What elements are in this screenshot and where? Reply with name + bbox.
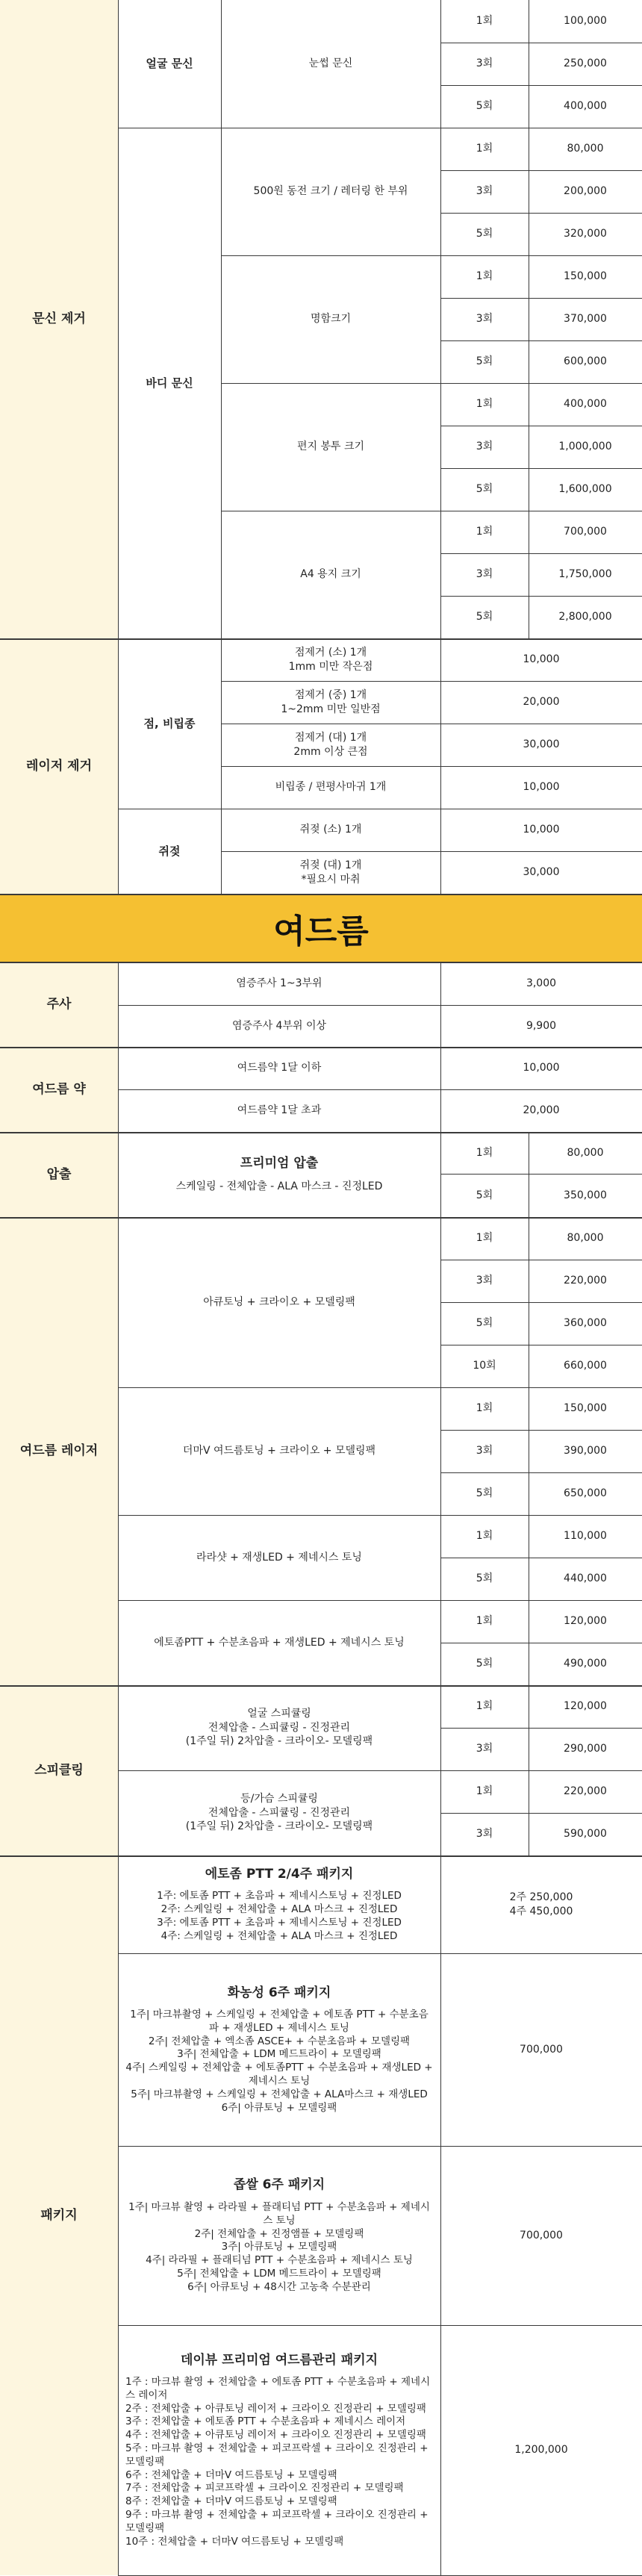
session-count: 3회 xyxy=(476,1445,493,1457)
divider xyxy=(118,962,119,2575)
package-step: 5주| 마크뷰촬영 + 스케일링 + 전체압출 + ALA마스크 + 재생LED xyxy=(131,2088,428,2100)
price-value: 80,000 xyxy=(567,143,604,155)
category-injection: 주사 xyxy=(0,962,118,1047)
price-value: 20,000 xyxy=(523,1104,560,1117)
package-step: 9주 : 마크뷰 촬영 + 전체압출 + 피코프락셀 + 크라이오 진정관리 + 모델링팩 xyxy=(125,2509,428,2534)
price-value: 10,000 xyxy=(523,653,560,666)
price-value: 590,000 xyxy=(564,1828,607,1841)
package-price: 700,000 xyxy=(520,2229,563,2241)
package-steps xyxy=(125,2376,433,2549)
price-value: 80,000 xyxy=(567,1146,604,1159)
session-count: 1회 xyxy=(476,1785,493,1798)
package-description xyxy=(118,1953,440,2146)
price-value: 1,000,000 xyxy=(558,441,612,453)
acne-section-banner: 여드름 xyxy=(0,894,642,962)
package-title: 화농성 6주 패키지 xyxy=(227,1985,331,2000)
package-step: 2주 : 전체압출 + 아큐토닝 레이저 + 크라이오 진정관리 + 모델링팩 xyxy=(125,2402,426,2415)
subcategory-mole: 점, 비립종 xyxy=(143,716,196,730)
price-value: 370,000 xyxy=(564,313,607,326)
subcategory-body-tattoo: 바디 문신 xyxy=(146,376,193,390)
price-value: 390,000 xyxy=(564,1445,607,1457)
package-steps xyxy=(125,2201,433,2295)
price-value: 9,900 xyxy=(526,1019,557,1032)
divider xyxy=(118,1600,440,1601)
item-a4-size: A4 용지 크기 xyxy=(300,568,361,581)
package-step: 4주| 스케일링 + 전체압출 + 에토좀PTT + 수분초음파 + 재생LED + 제네시스 토닝 xyxy=(125,2062,433,2088)
session-count: 1회 xyxy=(476,15,493,28)
package-step: 6주| 아큐토닝 + 48시간 고농축 수분관리 xyxy=(187,2280,371,2293)
price-value: 30,000 xyxy=(523,738,560,751)
divider xyxy=(221,383,440,384)
divider xyxy=(118,1770,440,1771)
package-title: 좁쌀 6주 패키지 xyxy=(233,2177,325,2193)
price-value: 650,000 xyxy=(564,1487,607,1500)
session-count: 5회 xyxy=(476,1658,493,1670)
price-value: 490,000 xyxy=(564,1658,607,1670)
package-description xyxy=(118,2146,440,2325)
item-lalashot: 라라샷 + 재생LED + 제네시스 토닝 xyxy=(196,1551,362,1564)
divider xyxy=(118,1089,440,1090)
item-envelope-size: 편지 봉투 크기 xyxy=(296,441,365,453)
price-value: 290,000 xyxy=(564,1743,607,1755)
session-count: 5회 xyxy=(476,1572,493,1585)
price-value: 120,000 xyxy=(564,1700,607,1713)
price-value: 110,000 xyxy=(564,1530,607,1543)
category-tattoo-removal: 문신 제거 xyxy=(0,0,118,638)
package-step: 2주| 전체압출 + 진정앰플 + 모델링팩 xyxy=(194,2227,364,2240)
package-price: 1,200,000 xyxy=(514,2444,568,2457)
package-step: 2주| 전체압출 + 엑소좀 ASCE+ + 수분초음파 + 모델링팩 xyxy=(148,2035,411,2047)
category-acne-laser: 여드름 레이저 xyxy=(0,1217,118,1685)
item-eyebrow-tattoo: 눈썹 문신 xyxy=(308,57,353,70)
session-count: 1회 xyxy=(476,143,493,155)
item-mole-large: 점제거 (대) 1개 2mm 이상 큰점 xyxy=(293,731,368,758)
item-coin-size: 500원 동전 크기 / 레터링 한 부위 xyxy=(253,185,408,198)
price-value: 10,000 xyxy=(523,781,560,794)
extraction-description: 스케일링 - 전체압출 - ALA 마스크 - 진정LED xyxy=(175,1180,383,1193)
price-value: 150,000 xyxy=(564,270,607,283)
session-count: 5회 xyxy=(476,1487,493,1500)
package-step: 6주| 아큐토닝 + 모델링팩 xyxy=(221,2101,337,2114)
price-value: 350,000 xyxy=(564,1189,607,1201)
item-body-spicule: 등/가슴 스피큘링 전체압출 - 스피큘링 - 진정관리 (1주일 뒤) 2차압출 - 크라이오- 모델링팩 xyxy=(185,1792,373,1833)
package-step: 2주: 스케일링 + 전체압출 + ALA 마스크 + 진정LED xyxy=(160,1903,398,1915)
price-value: 1,600,000 xyxy=(558,483,612,496)
divider xyxy=(0,1132,642,1133)
package-step: 3주| 아큐토닝 + 모델링팩 xyxy=(221,2241,337,2253)
item-card-size: 명함크기 xyxy=(310,313,352,326)
item-premium-extraction xyxy=(118,1132,440,1217)
price-value: 1,750,000 xyxy=(558,568,612,581)
price-value: 30,000 xyxy=(523,866,560,879)
package-step: 5주 : 마크뷰 촬영 + 전체압출 + 피코프락셀 + 크라이오 진정관리 + 모델링팩 xyxy=(125,2442,428,2468)
item-milia: 비립종 / 편평사마귀 1개 xyxy=(275,781,387,794)
divider xyxy=(440,962,441,2575)
session-count: 3회 xyxy=(476,1828,493,1841)
package-step: 6주 : 전체압출 + 더마V 여드름토닝 + 모델링팩 xyxy=(125,2468,337,2481)
price-value: 440,000 xyxy=(564,1572,607,1585)
subcategory-wart: 쥐젖 xyxy=(158,844,181,858)
session-count: 1회 xyxy=(476,270,493,283)
divider xyxy=(118,1515,440,1516)
price-value: 3,000 xyxy=(526,977,557,989)
package-description xyxy=(118,1855,440,1953)
package-price: 700,000 xyxy=(520,2043,563,2056)
session-count: 3회 xyxy=(476,313,493,326)
divider xyxy=(0,962,642,963)
session-count: 3회 xyxy=(476,1275,493,1287)
divider xyxy=(118,1387,440,1388)
price-value: 220,000 xyxy=(564,1275,607,1287)
category-acne-medicine: 여드름 약 xyxy=(0,1047,118,1132)
divider xyxy=(0,638,642,640)
price-value: 320,000 xyxy=(564,228,607,240)
session-count: 5회 xyxy=(476,228,493,240)
price-value: 2,800,000 xyxy=(558,611,612,623)
package-step: 3주 : 전체압출 + 에토좀 PTT + 수분초음파 + 제네시스 레이저 xyxy=(125,2415,406,2428)
subcategory-face-tattoo: 얼굴 문신 xyxy=(146,57,193,71)
item-acne-medicine-2: 여드름약 1달 초과 xyxy=(237,1104,322,1117)
item-ethosome-ptt: 에토좀PTT + 수분초음파 + 재생LED + 제네시스 토닝 xyxy=(154,1636,405,1649)
item-wart-large: 쥐젖 (대) 1개 *필요시 마취 xyxy=(299,859,362,886)
price-value: 220,000 xyxy=(564,1785,607,1798)
package-step: 4주 : 전체압출 + 아큐토닝 레이저 + 크라이오 진정관리 + 모델링팩 xyxy=(125,2429,426,2442)
price-value: 250,000 xyxy=(564,57,607,70)
session-count: 5회 xyxy=(476,1189,493,1201)
divider xyxy=(221,255,440,256)
session-count: 1회 xyxy=(476,1700,493,1713)
price-value: 400,000 xyxy=(564,398,607,411)
item-inflammation-injection-1: 염증주사 1~3부위 xyxy=(236,977,322,989)
package-step: 1주 : 마크뷰 촬영 + 전체압출 + 에토좀 PTT + 수분초음파 + 제네시스 레이저 xyxy=(125,2375,431,2401)
category-package: 패키지 xyxy=(0,1855,118,2575)
item-mole-medium: 점제거 (중) 1개 1~2mm 미만 일반점 xyxy=(281,688,381,715)
session-count: 3회 xyxy=(476,1743,493,1755)
package-step: 1주| 마크뷰촬영 + 스케일링 + 전체압출 + 에토좀 PTT + 수분초음파 + 재생LED + 제네시스 토닝 xyxy=(130,2008,428,2034)
package-step: 4주| 라라필 + 플래티넘 PTT + 수분초음파 + 제네시스 토닝 xyxy=(146,2254,413,2267)
divider xyxy=(0,1855,642,1857)
item-mole-small: 점제거 (소) 1개 1mm 미만 작은점 xyxy=(288,646,373,673)
category-laser-removal: 레이저 제거 xyxy=(0,638,118,894)
session-count: 1회 xyxy=(476,398,493,411)
package-step: 10주 : 전체압출 + 더마V 여드름토닝 + 모델링팩 xyxy=(125,2535,344,2548)
item-dermav-toning: 더마V 여드름토닝 + 크라이오 + 모델링팩 xyxy=(182,1445,376,1457)
item-acne-medicine-1: 여드름약 1달 이하 xyxy=(237,1062,322,1074)
price-value: 20,000 xyxy=(523,696,560,709)
package-steps xyxy=(157,1890,402,1943)
session-count: 5회 xyxy=(476,100,493,113)
divider xyxy=(118,1005,440,1006)
item-wart-small: 쥐젖 (소) 1개 xyxy=(299,824,362,836)
session-count: 3회 xyxy=(476,57,493,70)
price-value: 400,000 xyxy=(564,100,607,113)
package-title: 데이뷰 프리미엄 여드름관리 패키지 xyxy=(180,2352,378,2368)
item-accutoning: 아큐토닝 + 크라이오 + 모델링팩 xyxy=(203,1295,355,1308)
price-value: 80,000 xyxy=(567,1232,604,1245)
package-step: 7주 : 전체압출 + 피코프락셀 + 크라이오 진정관리 + 모델링팩 xyxy=(125,2482,404,2495)
price-value: 150,000 xyxy=(564,1402,607,1415)
price-value: 660,000 xyxy=(564,1360,607,1372)
session-count: 1회 xyxy=(476,1530,493,1543)
item-inflammation-injection-2: 염증주사 4부위 이상 xyxy=(232,1019,326,1032)
session-count: 1회 xyxy=(476,1232,493,1245)
session-count: 1회 xyxy=(476,1615,493,1628)
price-value: 600,000 xyxy=(564,355,607,368)
session-count: 5회 xyxy=(476,483,493,496)
divider xyxy=(0,1047,642,1048)
package-step: 3주: 에토좀 PTT + 초음파 + 제네시스토닝 + 진정LED xyxy=(157,1916,402,1929)
category-extraction: 압출 xyxy=(0,1132,118,1217)
session-count: 1회 xyxy=(476,1146,493,1159)
package-title: 에토좀 PTT 2/4주 패키지 xyxy=(205,1866,354,1882)
package-step: 3주| 전체압출 + LDM 메드트라이 + 모델링팩 xyxy=(177,2048,381,2061)
price-value: 10,000 xyxy=(523,1062,560,1074)
session-count: 3회 xyxy=(476,185,493,198)
package-steps xyxy=(125,2009,433,2115)
session-count: 1회 xyxy=(476,1402,493,1415)
divider xyxy=(221,0,222,894)
price-value: 700,000 xyxy=(564,526,607,538)
package-step: 8주 : 전체압출 + 더마V 여드름토닝 + 모델링팩 xyxy=(125,2495,337,2508)
session-count: 5회 xyxy=(476,611,493,623)
divider xyxy=(0,1217,642,1219)
package-step: 1주: 에토좀 PTT + 초음파 + 제네시스토닝 + 진정LED xyxy=(157,1890,402,1903)
package-price: 2주 250,000 4주 450,000 xyxy=(509,1891,573,1917)
session-count: 3회 xyxy=(476,441,493,453)
item-face-spicule: 얼굴 스피큘링 전체압출 - 스피큘링 - 진정관리 (1주일 뒤) 2차압출 - 크라이오- 모델링팩 xyxy=(185,1707,373,1748)
divider xyxy=(118,0,119,894)
extraction-title: 프리미엄 압출 xyxy=(240,1156,319,1172)
price-value: 10,000 xyxy=(523,824,560,836)
package-step: 1주| 마크뷰 촬영 + 라라필 + 플래티넘 PTT + 수분초음파 + 제네시스 토닝 xyxy=(128,2200,430,2227)
session-count: 5회 xyxy=(476,355,493,368)
session-count: 3회 xyxy=(476,568,493,581)
category-spicule-scaling: 스피클링 xyxy=(0,1685,118,1855)
price-value: 360,000 xyxy=(564,1317,607,1330)
session-count: 5회 xyxy=(476,1317,493,1330)
package-description xyxy=(118,2325,440,2575)
package-step: 5주| 전체압출 + LDM 메드트라이 + 모델링팩 xyxy=(177,2267,381,2280)
package-step: 4주: 스케일링 + 전체압출 + ALA 마스크 + 진정LED xyxy=(160,1929,398,1942)
session-count: 1회 xyxy=(476,526,493,538)
divider xyxy=(440,0,441,894)
divider xyxy=(0,894,642,895)
price-value: 200,000 xyxy=(564,185,607,198)
price-value: 100,000 xyxy=(564,15,607,28)
divider xyxy=(0,1685,642,1687)
session-count: 10회 xyxy=(473,1360,496,1372)
price-value: 120,000 xyxy=(564,1615,607,1628)
